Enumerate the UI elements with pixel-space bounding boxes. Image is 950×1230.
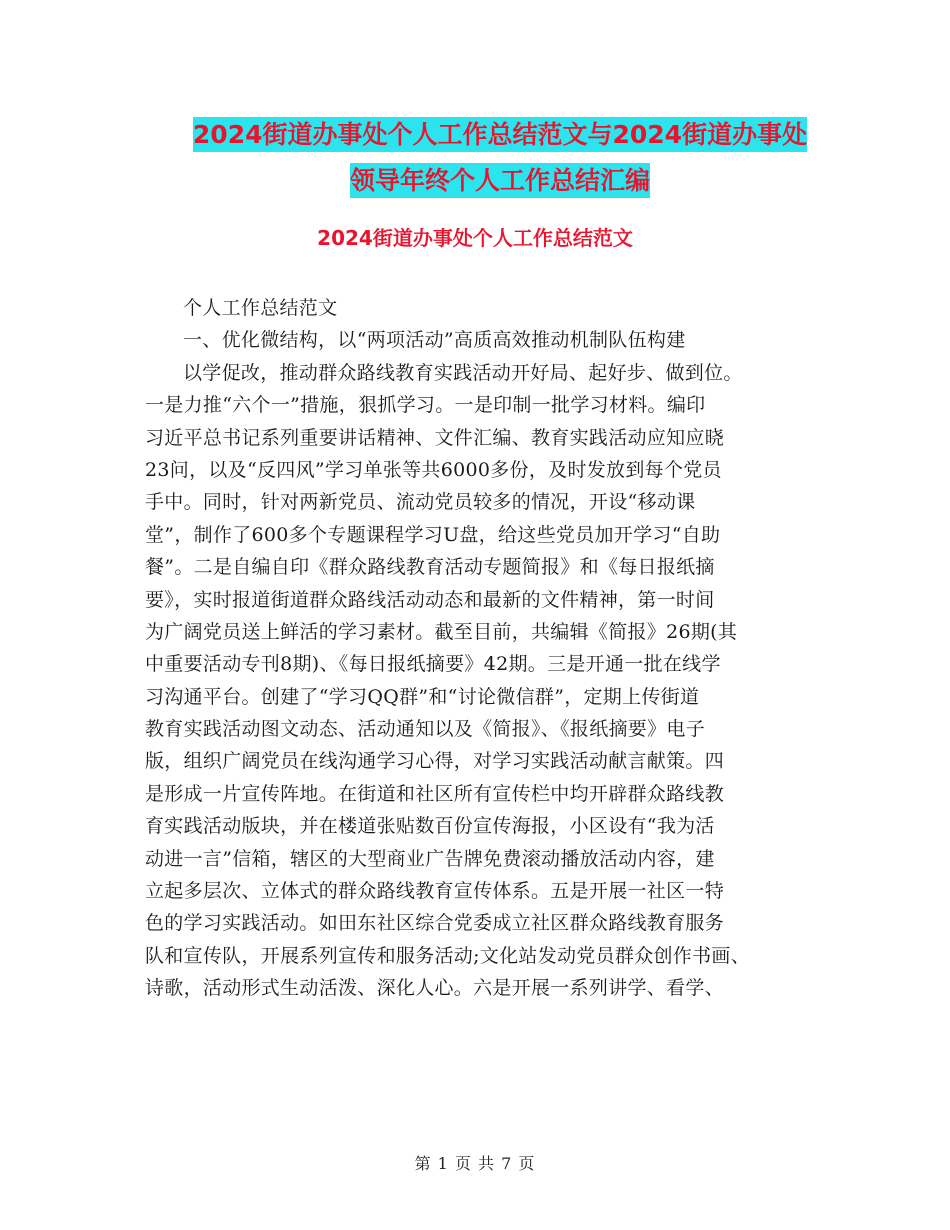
section-title: 2024街道办事处个人工作总结范文	[317, 226, 633, 250]
body-text	[145, 292, 825, 1005]
body-line: 习近平总书记系列重要讲话精神、文件汇编、教育实践活动应知应晓	[145, 426, 725, 449]
body-line: 为广阔党员送上鲜活的学习素材。截至目前，共编辑《简报》26期(其	[145, 620, 738, 643]
body-line: 堂”，制作了600多个专题课程学习U盘，给这些党员加开学习“自助	[145, 523, 721, 546]
body-line: 育实践活动版块，并在楼道张贴数百份宣传海报，小区设有“我为活	[145, 815, 715, 838]
body-line: 动进一言”信箱，辖区的大型商业广告牌免费滚动播放活动内容，建	[145, 847, 715, 870]
body-line: 餐”。二是自编自印《群众路线教育活动专题简报》和《每日报纸摘	[145, 556, 715, 579]
document-title	[140, 112, 860, 204]
body-line: 个人工作总结范文	[183, 297, 338, 319]
body-line: 中重要活动专刊8期)、《每日报纸摘要》42期。三是开通一批在线学	[145, 653, 721, 676]
body-line: 手中。同时，针对两新党员、流动党员较多的情况，开设“移动课	[145, 491, 696, 514]
body-line: 队和宣传队，开展系列宣传和服务活动;文化站发动党员群众创作书画、	[145, 944, 751, 967]
body-line: 要》，实时报道街道群众路线活动动态和最新的文件精神，第一时间	[145, 588, 715, 611]
body-line: 一是力推“六个一”措施，狠抓学习。一是印制一批学习材料。编印	[145, 394, 706, 417]
body-line: 色的学习实践活动。如田东社区综合党委成立社区群众路线教育服务	[145, 912, 725, 935]
body-line: 诗歌，活动形式生动活泼、深化人心。六是开展一系列讲学、看学、	[145, 977, 725, 1000]
body-line: 以学促改，推动群众路线教育实践活动开好局、起好步、做到位。	[183, 361, 743, 384]
body-line: 习沟通平台。创建了“学习QQ群”和“讨论微信群”，定期上传街道	[145, 685, 700, 708]
body-line: 是形成一片宣传阵地。在街道和社区所有宣传栏中均开辟群众路线教	[145, 782, 725, 805]
page-footer: 第 1 页 共 7 页	[414, 1154, 536, 1173]
body-line: 立起多层次、立体式的群众路线教育宣传体系。五是开展一社区一特	[145, 880, 725, 903]
body-line: 版，组织广阔党员在线沟通学习心得，对学习实践活动献言献策。四	[145, 750, 725, 773]
body-line: 教育实践活动图文动态、活动通知以及《简报》、《报纸摘要》电子	[145, 718, 706, 741]
title-line-2: 领导年终个人工作总结汇编	[350, 163, 650, 198]
body-line: 一、优化微结构，以“两项活动”高质高效推动机制队伍构建	[183, 329, 686, 352]
title-line-1: 2024街道办事处个人工作总结范文与2024街道办事处	[193, 117, 807, 152]
body-line: 23问，以及“反四风”学习单张等共6000多份，及时发放到每个党员	[145, 458, 722, 481]
